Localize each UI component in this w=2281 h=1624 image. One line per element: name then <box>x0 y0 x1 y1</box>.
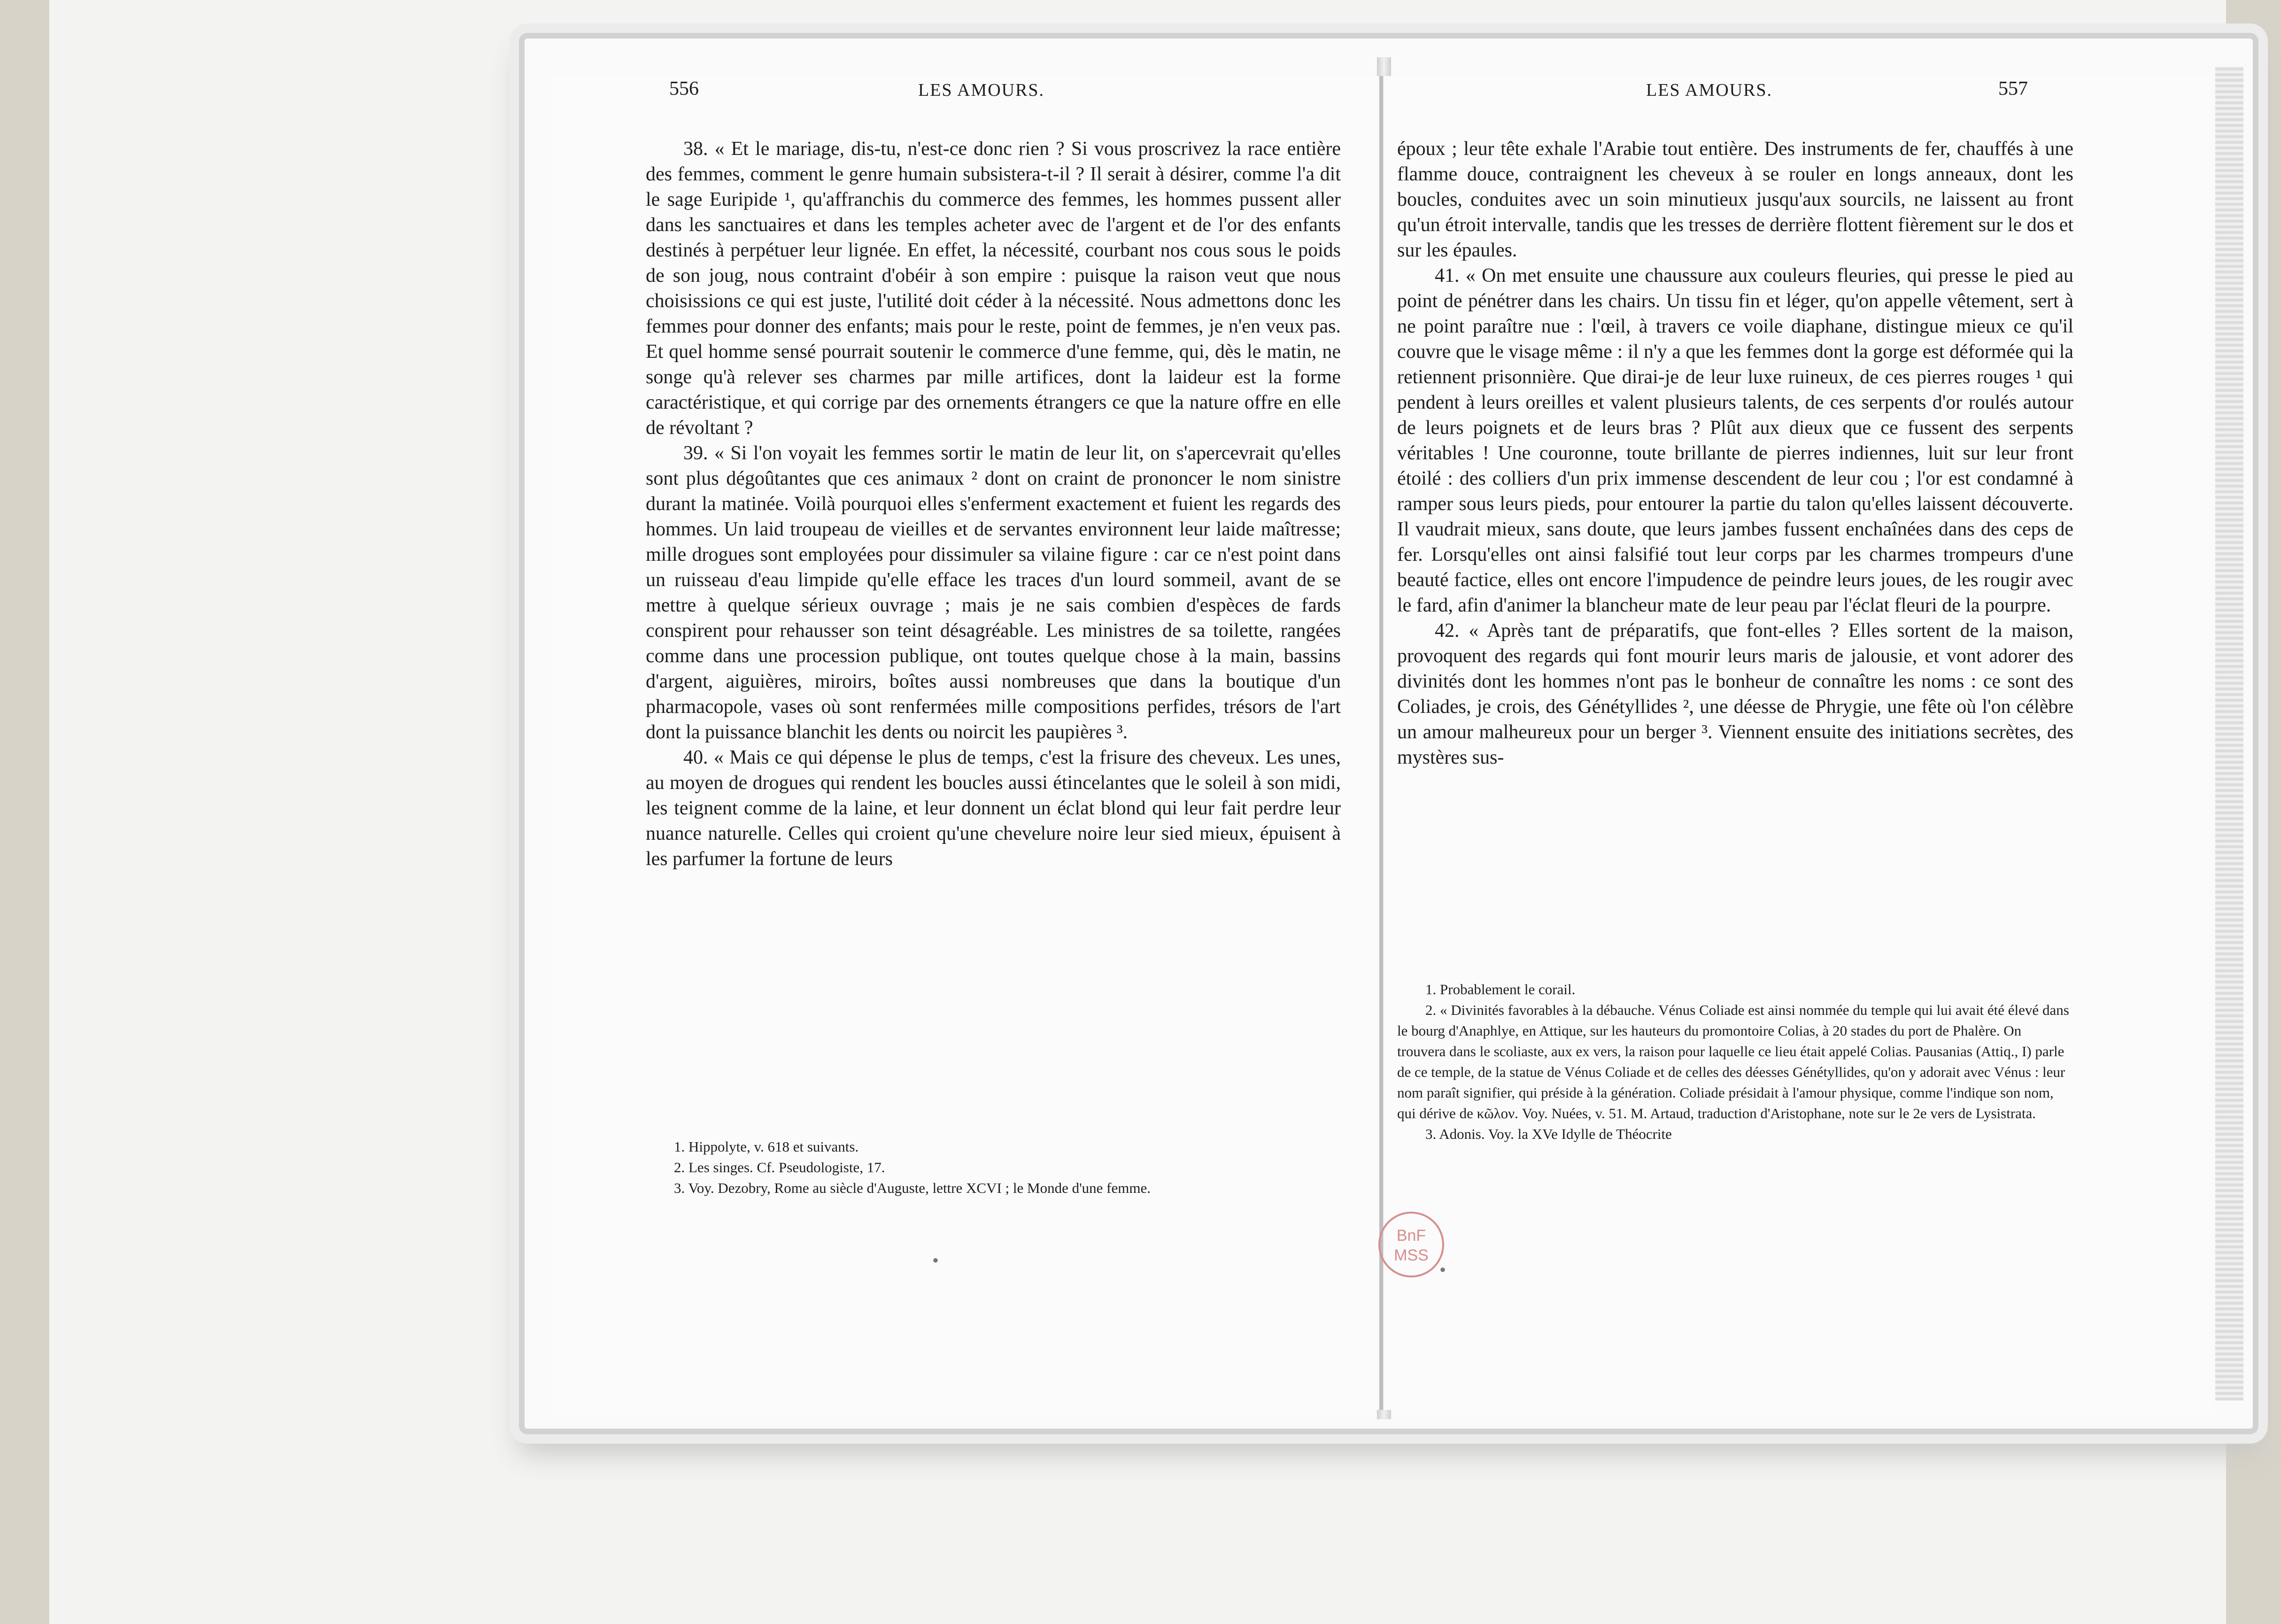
right-footnotes <box>1397 979 2073 1145</box>
left-footnotes <box>646 1137 1341 1199</box>
paragraph-40-continued: époux ; leur tête exhale l'Arabie tout entière. Des instruments de fer, chauffés à une flamme douce, contraignent les cheveux à se rouler en longs anneaux, dont les boucles, conduites avec un soin minutieux jusqu'aux sourcils, ne laissent au front qu'un étroit intervalle, tandis que les tresses de derrière flottent fièrement sur le dos et sur les épaules. <box>1397 138 2073 261</box>
footnote-2: 2. « Divinités favorables à la débauche. Vénus Coliade est ainsi nommée du temple qui lui avait été élevé dans le bourg d'Anaphlye, en Attique, sur les hauteurs du promontoire Colias, à 20 stades du port de Phalère. On trouvera dans le scoliaste, aux ex vers, la raison pour laquelle ce lieu était appelé Colias. Pausanias (Attiq., I) parle de ce temple, de la statue de Vénus Coliade et de celles des déesses Génétyllides, qu'on y adorait avec Vénus : leur nom paraît signifier, qui préside à la génération. Coliade présidait à l'amour physique, comme l'indique son nom, qui dérive de κῶλον. Voy. Nuées, v. 51. M. Artaud, traduction d'Aristophane, note sur le 2e vers de Lysistrata. <box>1397 1002 2069 1121</box>
paragraph-38: 38. « Et le mariage, dis-tu, n'est-ce donc rien ? Si vous proscrivez la race entière des femmes, comment le genre humain subsistera-t-il ? Il serait à désirer, comme l'a dit le sage Euripide ¹, qu'affranchis du commerce des femmes, les hommes pussent aller dans les sanctuaires et dans les temples acheter avec de l'argent et de l'or des enfants destinés à perpétuer leur lignée. En effet, la nécessité, courbant nos cous sous le poids de son joug, nous contraint d'obéir à son empire : puisque la raison veut que nous choisissions ce qui est juste, l'utilité doit céder à la nécessité. Nous admettons donc les femmes pour donner des enfants; mais pour le reste, point de femmes, je n'en veux pas. Et quel homme sensé pourrait soutenir le commerce d'une femme, qui, dès le matin, ne songe qu'à relever ses charmes par mille artifices, dont la laideur est la forme caractéristique, et qui corrige par des ornements étrangers ce que la nature offre en elle de révoltant ? <box>646 138 1341 439</box>
paragraph-41: 41. « On met ensuite une chaussure aux couleurs fleuries, qui presse le pied au point de pénétrer dans les chairs. Un tissu fin et léger, qu'on appelle vêtement, sert à ne point paraître nue : l'œil, à travers ce voile diaphane, distingue mieux ce qu'il couvre que le visage même : il n'y a que les femmes dont la gorge est déformée qui la retiennent prisonnière. Que dirai-je de leur luxe ruineux, de ces pierres rouges ¹ qui pendent à leurs oreilles et valent plusieurs talents, de ces serpents d'or roulés autour de leurs poignets et de leurs bras ? Plût aux dieux que ce fussent des serpents véritables ! Une couronne, toute brillante de pierres indiennes, luit sur leur front étoilé : des colliers d'un prix immense descendent de leur cou ; l'or est condamné à ramper sous leurs pieds, pour entourer la partie du talon qu'elles laissent découverte. Il vaudrait mieux, sans doute, que leurs jambes fussent enchaînées dans des ceps de fer. Lorsqu'elles ont ainsi falsifié tout leur corps par les charmes trompeurs d'une beauté factice, elles ont encore l'impudence de peindre leurs joues, de les rougir avec le fard, afin d'animer la blancheur mate de leur peau par l'éclat fleuri de la pourpre. <box>1397 265 2073 616</box>
page-edges <box>2215 67 2243 1400</box>
paragraph-42: 42. « Après tant de préparatifs, que font-elles ? Elles sortent de la maison, provoquent des regards qui font mourir leurs maris de jalousie, et vont adorer des divinités dont les hommes n'ont pas le bonheur de connaître les noms : ce sont des Coliades, je crois, des Génétyllides ², une déesse de Phrygie, une fête où l'on célèbre un amour malheureux pour un berger ³. Viennent ensuite des initiations secrètes, des mystères sus- <box>1397 620 2073 768</box>
footnote-3: 3. Adonis. Voy. la XVe Idylle de Théocrite <box>1425 1126 1672 1142</box>
right-page-number: 557 <box>1998 78 2028 100</box>
footnote-2: 2. Les singes. Cf. Pseudologiste, 17. <box>674 1159 885 1175</box>
left-page-number: 556 <box>669 78 699 100</box>
footnote-3: 3. Voy. Dezobry, Rome au siècle d'Auguste, lettre XCVI ; le Monde d'une femme. <box>674 1180 1151 1196</box>
speck-mark: • <box>1439 1259 1446 1280</box>
paragraph-39: 39. « Si l'on voyait les femmes sortir le matin de leur lit, on s'apercevrait qu'elles sont plus dégoûtantes que ces animaux ² dont on craint de prononcer le nom sinistre durant la matinée. Voilà pourquoi elles s'enferment exactement et fuient les regards des hommes. Un laid troupeau de vieilles et de servantes environnent leur laide maîtresse; mille drogues sont employées pour dissimuler sa vilaine figure : car ce n'est point dans un ruisseau d'eau limpide qu'elle efface les traces d'un lourd sommeil, avant de se mettre à quelque sérieux ouvrage ; mais je ne sais combien d'espèces de fards conspirent pour rehausser son teint désagréable. Les ministres de sa toilette, rangées comme dans une procession publique, ont toutes quelque chose à la main, bassins d'argent, aiguières, miroirs, boîtes aussi nombreuses que dans la boutique d'un pharmacopole, vases où sont renfermées mille compositions perfides, trésors de l'art dont la puissance blanchit les dents ou noircit les paupières ³. <box>646 442 1341 743</box>
paragraph-40: 40. « Mais ce qui dépense le plus de temps, c'est la frisure des cheveux. Les unes, au moyen de drogues qui rendent les boucles aussi étincelantes que le soleil à son midi, les teignent comme de la laine, et leur donnent un éclat blond qui leur fait perdre leur nuance naturelle. Celles qui croient qu'une chevelure noire leur sied mieux, épuisent à les parfumer la fortune de leurs <box>646 747 1341 870</box>
right-body-text <box>1397 136 2073 770</box>
footnote-1: 1. Hippolyte, v. 618 et suivants. <box>674 1138 859 1155</box>
left-running-head: LES AMOURS. <box>918 80 1045 100</box>
right-running-head: LES AMOURS. <box>1646 80 1773 100</box>
left-body-text <box>646 136 1341 872</box>
footnote-1: 1. Probablement le corail. <box>1425 981 1576 998</box>
speck-mark: • <box>932 1250 939 1271</box>
archive-sheet <box>49 0 2226 1624</box>
library-stamp: BnF MSS <box>1378 1212 1444 1277</box>
